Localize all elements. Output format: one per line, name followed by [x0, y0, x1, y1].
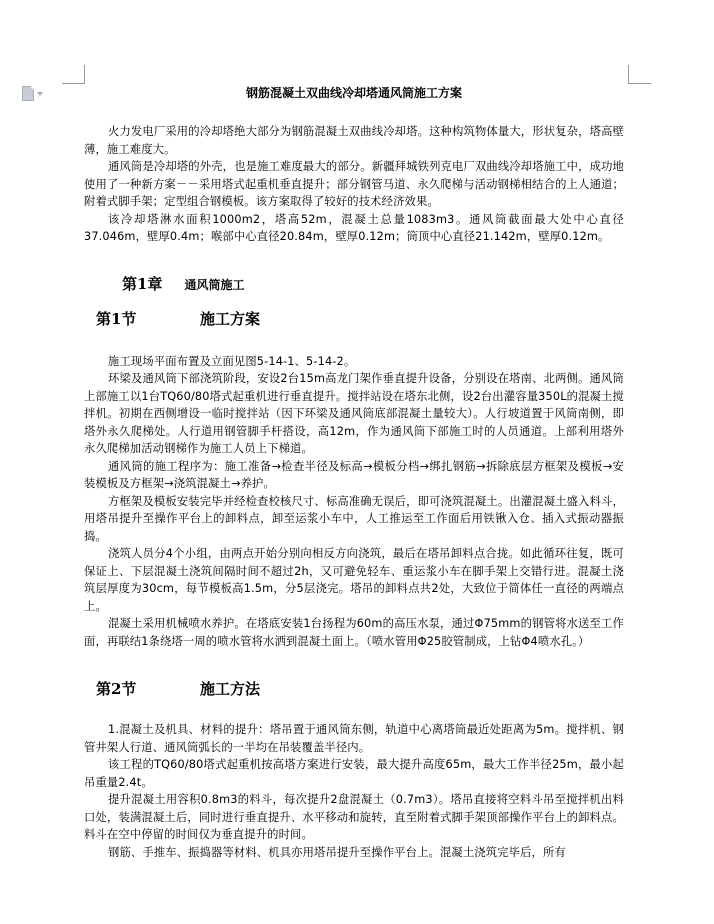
document-title: 钢筋混凝土双曲线冷却塔通风筒施工方案 — [245, 86, 462, 100]
section-heading — [84, 308, 624, 329]
paragraph: 混凝土采用机械喷水养护。在塔底安装1台扬程为60m的高压水泵，通过Φ75mm的钢管将水送至工作面，再联结1条绕塔一周的喷水管将水洒到混凝土面上。（喷水管用Φ25胶管制成，上钻Φ4喷水孔。） — [84, 617, 624, 648]
paragraph: 施工现场平面布置及立面见图5-14-1、5-14-2。 — [108, 354, 356, 368]
crop-mark-top-left — [62, 65, 85, 84]
paragraph: 方框架及模板安装完毕并经检查校核尺寸、标高准确无误后，即可浇筑混凝土。出灌混凝土盛入料斗，用塔吊提升至操作平台上的卸料点，卸至运浆小车中，人工推运至工作面后用铁锹入仓、插入式振动器振捣。 — [84, 494, 624, 543]
paragraph: 该工程的TQ60/80塔式起重机按高塔方案进行安装，最大提升高度65m，最大工作半径25m，最小起吊重量2.4t。 — [84, 758, 624, 789]
document-body — [84, 84, 624, 861]
paragraph: 1.混凝土及机具、材料的提升：塔吊置于通风筒东侧，轨道中心离塔筒最近处距离为5m。搅拌机、钢管井架人行道、通风筒弧长的一半均在吊装覆盖半径内。 — [84, 723, 624, 754]
paragraph: 提升混凝土用容积0.8m3的料斗，每次提升2盘混凝土（0.7m3）。塔吊直接将空料斗吊至搅拌机出料口处，装满混凝土后，同时进行垂直提升、水平移动和旋转，直至附着式脚手架顶部操作平台上的卸料点。料斗在空中停留的时间仅为垂直提升的时间。 — [84, 793, 624, 841]
chapter-heading — [84, 273, 624, 294]
paragraph: 环梁及通风筒下部浇筑阶段，安设2台15m高龙门架作垂直提升设备，分别设在塔南、北两侧。通风筒上部施工以1台TQ60/80塔式起重机进行垂直提升。搅拌站设在塔东北侧，设2台出灌容量350L的混凝土搅拌机。初期在西侧增设一临时搅拌站（因下环梁及通风筒底部混凝土量较大）。人行坡道置于风筒南侧，即塔外永久爬梯处。人行道用钢管脚手杆搭设，高12m，作为通风筒下部施工时的人员通道。上部利用塔外永久爬梯加活动钢梯作为施工人员上下梯道。 — [84, 372, 624, 455]
section-name: 施工方法 — [200, 680, 261, 698]
document-icon[interactable] — [22, 86, 43, 101]
crop-mark-top-right — [628, 65, 651, 84]
paragraph: 通风筒的施工程序为：施工准备→检查半径及标高→模板分档→绑扎钢筋→拆除底层方框架及模板→安装模板及方框架→浇筑混凝土→养护。 — [84, 459, 624, 490]
page-icon — [22, 86, 34, 101]
chevron-down-icon — [37, 92, 43, 96]
paragraph: 钢筋、手推车、振捣器等材料、机具亦用塔吊提升至操作平台上。混凝土浇筑完毕后，所有 — [108, 845, 566, 859]
section-number: 第2节 — [96, 680, 137, 698]
paragraph: 通风筒是冷却塔的外壳，也是施工难度最大的部分。新疆拜城铁列克电厂双曲线冷却塔施工中，成功地使用了一种新方案－－采用塔式起重机垂直提升；部分钢管马道、永久爬梯与活动钢梯相结合的上人通道；附着式脚手架；定型组合钢模板。该方案取得了较好的技术经济效果。 — [84, 160, 624, 208]
section-number: 第1节 — [96, 309, 137, 328]
chapter-name: 通风筒施工 — [184, 277, 245, 292]
section-heading — [84, 678, 624, 699]
section-name: 施工方案 — [200, 309, 261, 328]
paragraph: 火力发电厂采用的冷却塔绝大部分为钢筋混凝土双曲线冷却塔。这种构筑物体量大，形状复杂，塔高壁薄，施工难度大。 — [84, 125, 624, 156]
paragraph: 该冷却塔淋水面积1000m2，塔高52m，混凝土总量1083m3。通风筒截面最大处中心直径37.046m，壁厚0.4m；喉部中心直径20.84m，壁厚0.12m；筒顶中心直径21.142m，壁厚0.12m。 — [84, 212, 624, 243]
paragraph: 浇筑人员分4个小组，由两点开始分别向相反方向浇筑，最后在塔吊卸料点合拢。如此循环往复，既可保证上、下层混凝土浇筑间隔时间不超过2h，又可避免轻车、重运浆小车在脚手架上交错行进。混凝土浇筑层厚度为30cm，每节模板高1.5m，分5层浇完。塔吊的卸料点共2处，大致位于简体任一直径的两端点上。 — [84, 547, 624, 613]
chapter-number: 第1章 — [122, 274, 163, 293]
